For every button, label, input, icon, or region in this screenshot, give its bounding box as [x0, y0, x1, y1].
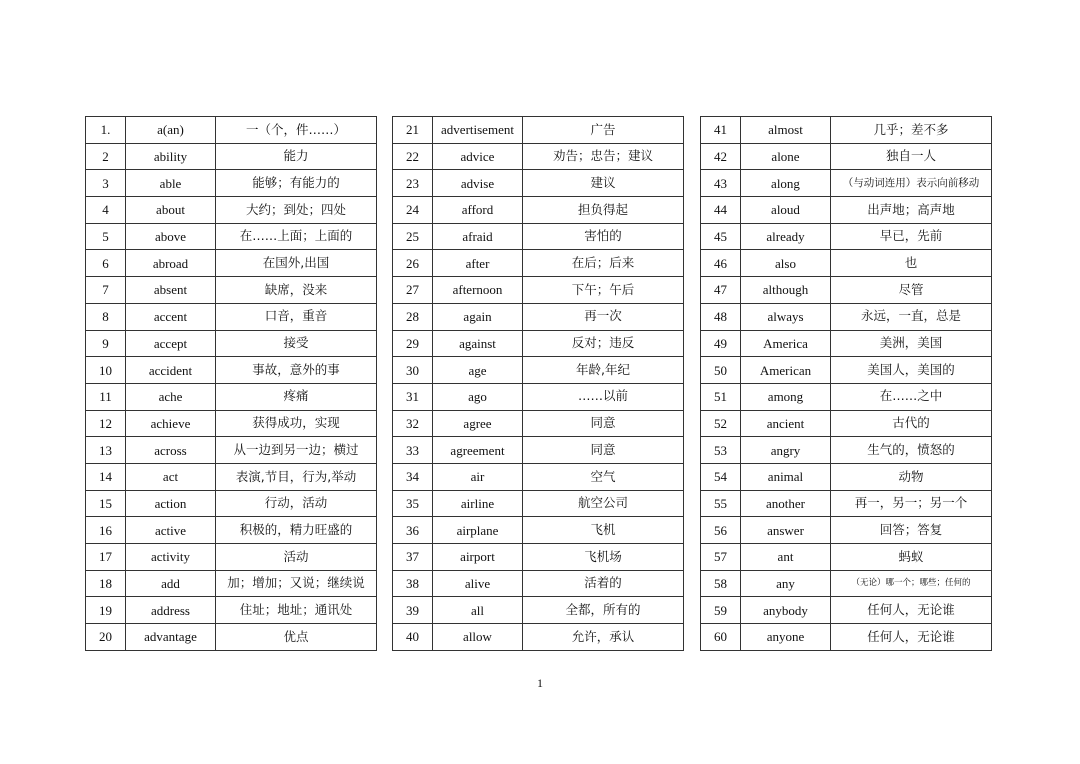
entry-number: 1. [86, 117, 126, 144]
chinese-meaning: 积极的，精力旺盛的 [216, 517, 377, 544]
table-row [393, 570, 684, 597]
entry-number: 15 [86, 490, 126, 517]
english-word: among [741, 383, 831, 410]
entry-number: 58 [701, 570, 741, 597]
table-row [701, 570, 992, 597]
chinese-meaning: 劝告；忠告；建议 [523, 143, 684, 170]
table-row [393, 330, 684, 357]
entry-number: 56 [701, 517, 741, 544]
entry-number: 20 [86, 624, 126, 651]
entry-number: 16 [86, 517, 126, 544]
chinese-meaning: （与动词连用）表示向前移动 [831, 170, 992, 197]
english-word: air [433, 463, 523, 490]
english-word: aloud [741, 197, 831, 224]
english-word: ability [126, 143, 216, 170]
entry-number: 47 [701, 277, 741, 304]
entry-number: 27 [393, 277, 433, 304]
table-row [701, 437, 992, 464]
table-row [86, 597, 377, 624]
english-word: able [126, 170, 216, 197]
english-word: almost [741, 117, 831, 144]
table-row [393, 437, 684, 464]
chinese-meaning: 飞机 [523, 517, 684, 544]
table-row [86, 117, 377, 144]
table-row [701, 517, 992, 544]
english-word: activity [126, 544, 216, 571]
chinese-meaning: 缺席，没来 [216, 277, 377, 304]
chinese-meaning: 全都，所有的 [523, 597, 684, 624]
entry-number: 25 [393, 223, 433, 250]
english-word: a(an) [126, 117, 216, 144]
english-word: advertisement [433, 117, 523, 144]
table-row [393, 223, 684, 250]
entry-number: 6 [86, 250, 126, 277]
english-word: against [433, 330, 523, 357]
table-row [701, 170, 992, 197]
english-word: act [126, 463, 216, 490]
table-row [701, 143, 992, 170]
english-word: airplane [433, 517, 523, 544]
english-word: accent [126, 303, 216, 330]
english-word: anybody [741, 597, 831, 624]
table-row [86, 330, 377, 357]
chinese-meaning: 表演,节目，行为,举动 [216, 463, 377, 490]
chinese-meaning: 美国人，美国的 [831, 357, 992, 384]
entry-number: 54 [701, 463, 741, 490]
english-word: advice [433, 143, 523, 170]
english-word: alive [433, 570, 523, 597]
chinese-meaning: 独自一人 [831, 143, 992, 170]
entry-number: 37 [393, 544, 433, 571]
english-word: ache [126, 383, 216, 410]
table-row [393, 117, 684, 144]
english-word: add [126, 570, 216, 597]
table-row [393, 357, 684, 384]
entry-number: 14 [86, 463, 126, 490]
entry-number: 17 [86, 544, 126, 571]
entry-number: 24 [393, 197, 433, 224]
english-word: although [741, 277, 831, 304]
table-row [393, 624, 684, 651]
chinese-meaning: 口音，重音 [216, 303, 377, 330]
english-word: all [433, 597, 523, 624]
english-word: along [741, 170, 831, 197]
table-row [393, 250, 684, 277]
table-row [701, 330, 992, 357]
english-word: advantage [126, 624, 216, 651]
entry-number: 57 [701, 544, 741, 571]
entry-number: 13 [86, 437, 126, 464]
english-word: animal [741, 463, 831, 490]
entry-number: 45 [701, 223, 741, 250]
chinese-meaning: 广告 [523, 117, 684, 144]
english-word: ancient [741, 410, 831, 437]
chinese-meaning: 古代的 [831, 410, 992, 437]
english-word: achieve [126, 410, 216, 437]
chinese-meaning: 疼痛 [216, 383, 377, 410]
chinese-meaning: （无论）哪一个；哪些；任何的 [831, 570, 992, 597]
table-row [393, 170, 684, 197]
chinese-meaning: 大约；到处；四处 [216, 197, 377, 224]
chinese-meaning: 加；增加；又说；继续说 [216, 570, 377, 597]
chinese-meaning: 在……上面；上面的 [216, 223, 377, 250]
chinese-meaning: ……以前 [523, 383, 684, 410]
chinese-meaning: 反对；违反 [523, 330, 684, 357]
english-word: afford [433, 197, 523, 224]
english-word: accident [126, 357, 216, 384]
english-word: ant [741, 544, 831, 571]
table-row [86, 410, 377, 437]
chinese-meaning: 允许，承认 [523, 624, 684, 651]
table-row [701, 463, 992, 490]
chinese-meaning: 活着的 [523, 570, 684, 597]
entry-number: 36 [393, 517, 433, 544]
english-word: abroad [126, 250, 216, 277]
chinese-meaning: 事故，意外的事 [216, 357, 377, 384]
chinese-meaning: 任何人，无论谁 [831, 624, 992, 651]
entry-number: 60 [701, 624, 741, 651]
table-row [86, 517, 377, 544]
page-number: 1 [537, 676, 543, 690]
table-row [701, 277, 992, 304]
vocab-table-1 [85, 116, 377, 651]
table-row [701, 383, 992, 410]
entry-number: 11 [86, 383, 126, 410]
chinese-meaning: 在国外,出国 [216, 250, 377, 277]
table-row [86, 463, 377, 490]
table-row [701, 357, 992, 384]
entry-number: 48 [701, 303, 741, 330]
vocab-table-3 [700, 116, 992, 651]
table-row [393, 544, 684, 571]
table-row [393, 597, 684, 624]
entry-number: 51 [701, 383, 741, 410]
chinese-meaning: 下午；午后 [523, 277, 684, 304]
chinese-meaning: 害怕的 [523, 223, 684, 250]
table-row [393, 143, 684, 170]
entry-number: 4 [86, 197, 126, 224]
entry-number: 33 [393, 437, 433, 464]
chinese-meaning: 出声地；高声地 [831, 197, 992, 224]
entry-number: 53 [701, 437, 741, 464]
table-row [86, 223, 377, 250]
entry-number: 26 [393, 250, 433, 277]
vocab-table-2 [392, 116, 684, 651]
chinese-meaning: 再一，另一；另一个 [831, 490, 992, 517]
table-row [701, 597, 992, 624]
table-row [701, 410, 992, 437]
entry-number: 46 [701, 250, 741, 277]
chinese-meaning: 担负得起 [523, 197, 684, 224]
chinese-meaning: 空气 [523, 463, 684, 490]
english-word: ago [433, 383, 523, 410]
english-word: address [126, 597, 216, 624]
chinese-meaning: 回答；答复 [831, 517, 992, 544]
chinese-meaning: 优点 [216, 624, 377, 651]
entry-number: 8 [86, 303, 126, 330]
entry-number: 52 [701, 410, 741, 437]
chinese-meaning: 接受 [216, 330, 377, 357]
chinese-meaning: 活动 [216, 544, 377, 571]
table-row [86, 277, 377, 304]
table-row [86, 490, 377, 517]
entry-number: 23 [393, 170, 433, 197]
english-word: advise [433, 170, 523, 197]
chinese-meaning: 美洲，美国 [831, 330, 992, 357]
table-row [701, 250, 992, 277]
chinese-meaning: 一（个，件……） [216, 117, 377, 144]
entry-number: 43 [701, 170, 741, 197]
entry-number: 40 [393, 624, 433, 651]
entry-number: 3 [86, 170, 126, 197]
entry-number: 55 [701, 490, 741, 517]
entry-number: 31 [393, 383, 433, 410]
english-word: above [126, 223, 216, 250]
english-word: another [741, 490, 831, 517]
entry-number: 49 [701, 330, 741, 357]
entry-number: 29 [393, 330, 433, 357]
chinese-meaning: 行动，活动 [216, 490, 377, 517]
chinese-meaning: 几乎；差不多 [831, 117, 992, 144]
english-word: afraid [433, 223, 523, 250]
table-row [86, 383, 377, 410]
chinese-meaning: 能力 [216, 143, 377, 170]
table-row [701, 117, 992, 144]
entry-number: 7 [86, 277, 126, 304]
entry-number: 39 [393, 597, 433, 624]
english-word: action [126, 490, 216, 517]
english-word: afternoon [433, 277, 523, 304]
english-word: anyone [741, 624, 831, 651]
english-word: allow [433, 624, 523, 651]
table-row [701, 223, 992, 250]
english-word: again [433, 303, 523, 330]
entry-number: 32 [393, 410, 433, 437]
entry-number: 22 [393, 143, 433, 170]
table-row [701, 490, 992, 517]
chinese-meaning: 建议 [523, 170, 684, 197]
table-row [86, 624, 377, 651]
english-word: always [741, 303, 831, 330]
entry-number: 59 [701, 597, 741, 624]
chinese-meaning: 年龄,年纪 [523, 357, 684, 384]
chinese-meaning: 在……之中 [831, 383, 992, 410]
table-row [701, 624, 992, 651]
entry-number: 30 [393, 357, 433, 384]
entry-number: 18 [86, 570, 126, 597]
entry-number: 41 [701, 117, 741, 144]
entry-number: 10 [86, 357, 126, 384]
english-word: alone [741, 143, 831, 170]
table-row [86, 570, 377, 597]
chinese-meaning: 也 [831, 250, 992, 277]
table-row [393, 490, 684, 517]
english-word: about [126, 197, 216, 224]
table-row [701, 197, 992, 224]
chinese-meaning: 同意 [523, 437, 684, 464]
chinese-meaning: 在后；后来 [523, 250, 684, 277]
table-row [393, 517, 684, 544]
chinese-meaning: 永远，一直，总是 [831, 303, 992, 330]
table-row [86, 357, 377, 384]
table-row [393, 410, 684, 437]
english-word: absent [126, 277, 216, 304]
table-row [393, 277, 684, 304]
table-row [701, 303, 992, 330]
table-row [86, 170, 377, 197]
english-word: American [741, 357, 831, 384]
table-row [86, 197, 377, 224]
english-word: active [126, 517, 216, 544]
entry-number: 50 [701, 357, 741, 384]
chinese-meaning: 蚂蚁 [831, 544, 992, 571]
chinese-meaning: 任何人，无论谁 [831, 597, 992, 624]
chinese-meaning: 同意 [523, 410, 684, 437]
table-row [86, 303, 377, 330]
entry-number: 2 [86, 143, 126, 170]
entry-number: 19 [86, 597, 126, 624]
chinese-meaning: 再一次 [523, 303, 684, 330]
english-word: angry [741, 437, 831, 464]
table-row [701, 544, 992, 571]
english-word: already [741, 223, 831, 250]
table-row [86, 437, 377, 464]
english-word: age [433, 357, 523, 384]
english-word: after [433, 250, 523, 277]
entry-number: 38 [393, 570, 433, 597]
table-row [393, 463, 684, 490]
chinese-meaning: 从一边到另一边；横过 [216, 437, 377, 464]
chinese-meaning: 获得成功，实现 [216, 410, 377, 437]
english-word: agreement [433, 437, 523, 464]
table-row [86, 544, 377, 571]
chinese-meaning: 能够；有能力的 [216, 170, 377, 197]
chinese-meaning: 动物 [831, 463, 992, 490]
entry-number: 28 [393, 303, 433, 330]
entry-number: 44 [701, 197, 741, 224]
entry-number: 9 [86, 330, 126, 357]
entry-number: 34 [393, 463, 433, 490]
entry-number: 42 [701, 143, 741, 170]
table-row [393, 197, 684, 224]
chinese-meaning: 航空公司 [523, 490, 684, 517]
english-word: airline [433, 490, 523, 517]
chinese-meaning: 尽管 [831, 277, 992, 304]
chinese-meaning: 生气的，愤怒的 [831, 437, 992, 464]
chinese-meaning: 飞机场 [523, 544, 684, 571]
english-word: any [741, 570, 831, 597]
chinese-meaning: 早已，先前 [831, 223, 992, 250]
english-word: agree [433, 410, 523, 437]
english-word: accept [126, 330, 216, 357]
entry-number: 5 [86, 223, 126, 250]
english-word: across [126, 437, 216, 464]
table-row [86, 250, 377, 277]
english-word: also [741, 250, 831, 277]
english-word: answer [741, 517, 831, 544]
entry-number: 21 [393, 117, 433, 144]
english-word: America [741, 330, 831, 357]
entry-number: 35 [393, 490, 433, 517]
entry-number: 12 [86, 410, 126, 437]
table-row [393, 383, 684, 410]
chinese-meaning: 住址；地址；通讯处 [216, 597, 377, 624]
table-row [393, 303, 684, 330]
table-row [86, 143, 377, 170]
english-word: airport [433, 544, 523, 571]
